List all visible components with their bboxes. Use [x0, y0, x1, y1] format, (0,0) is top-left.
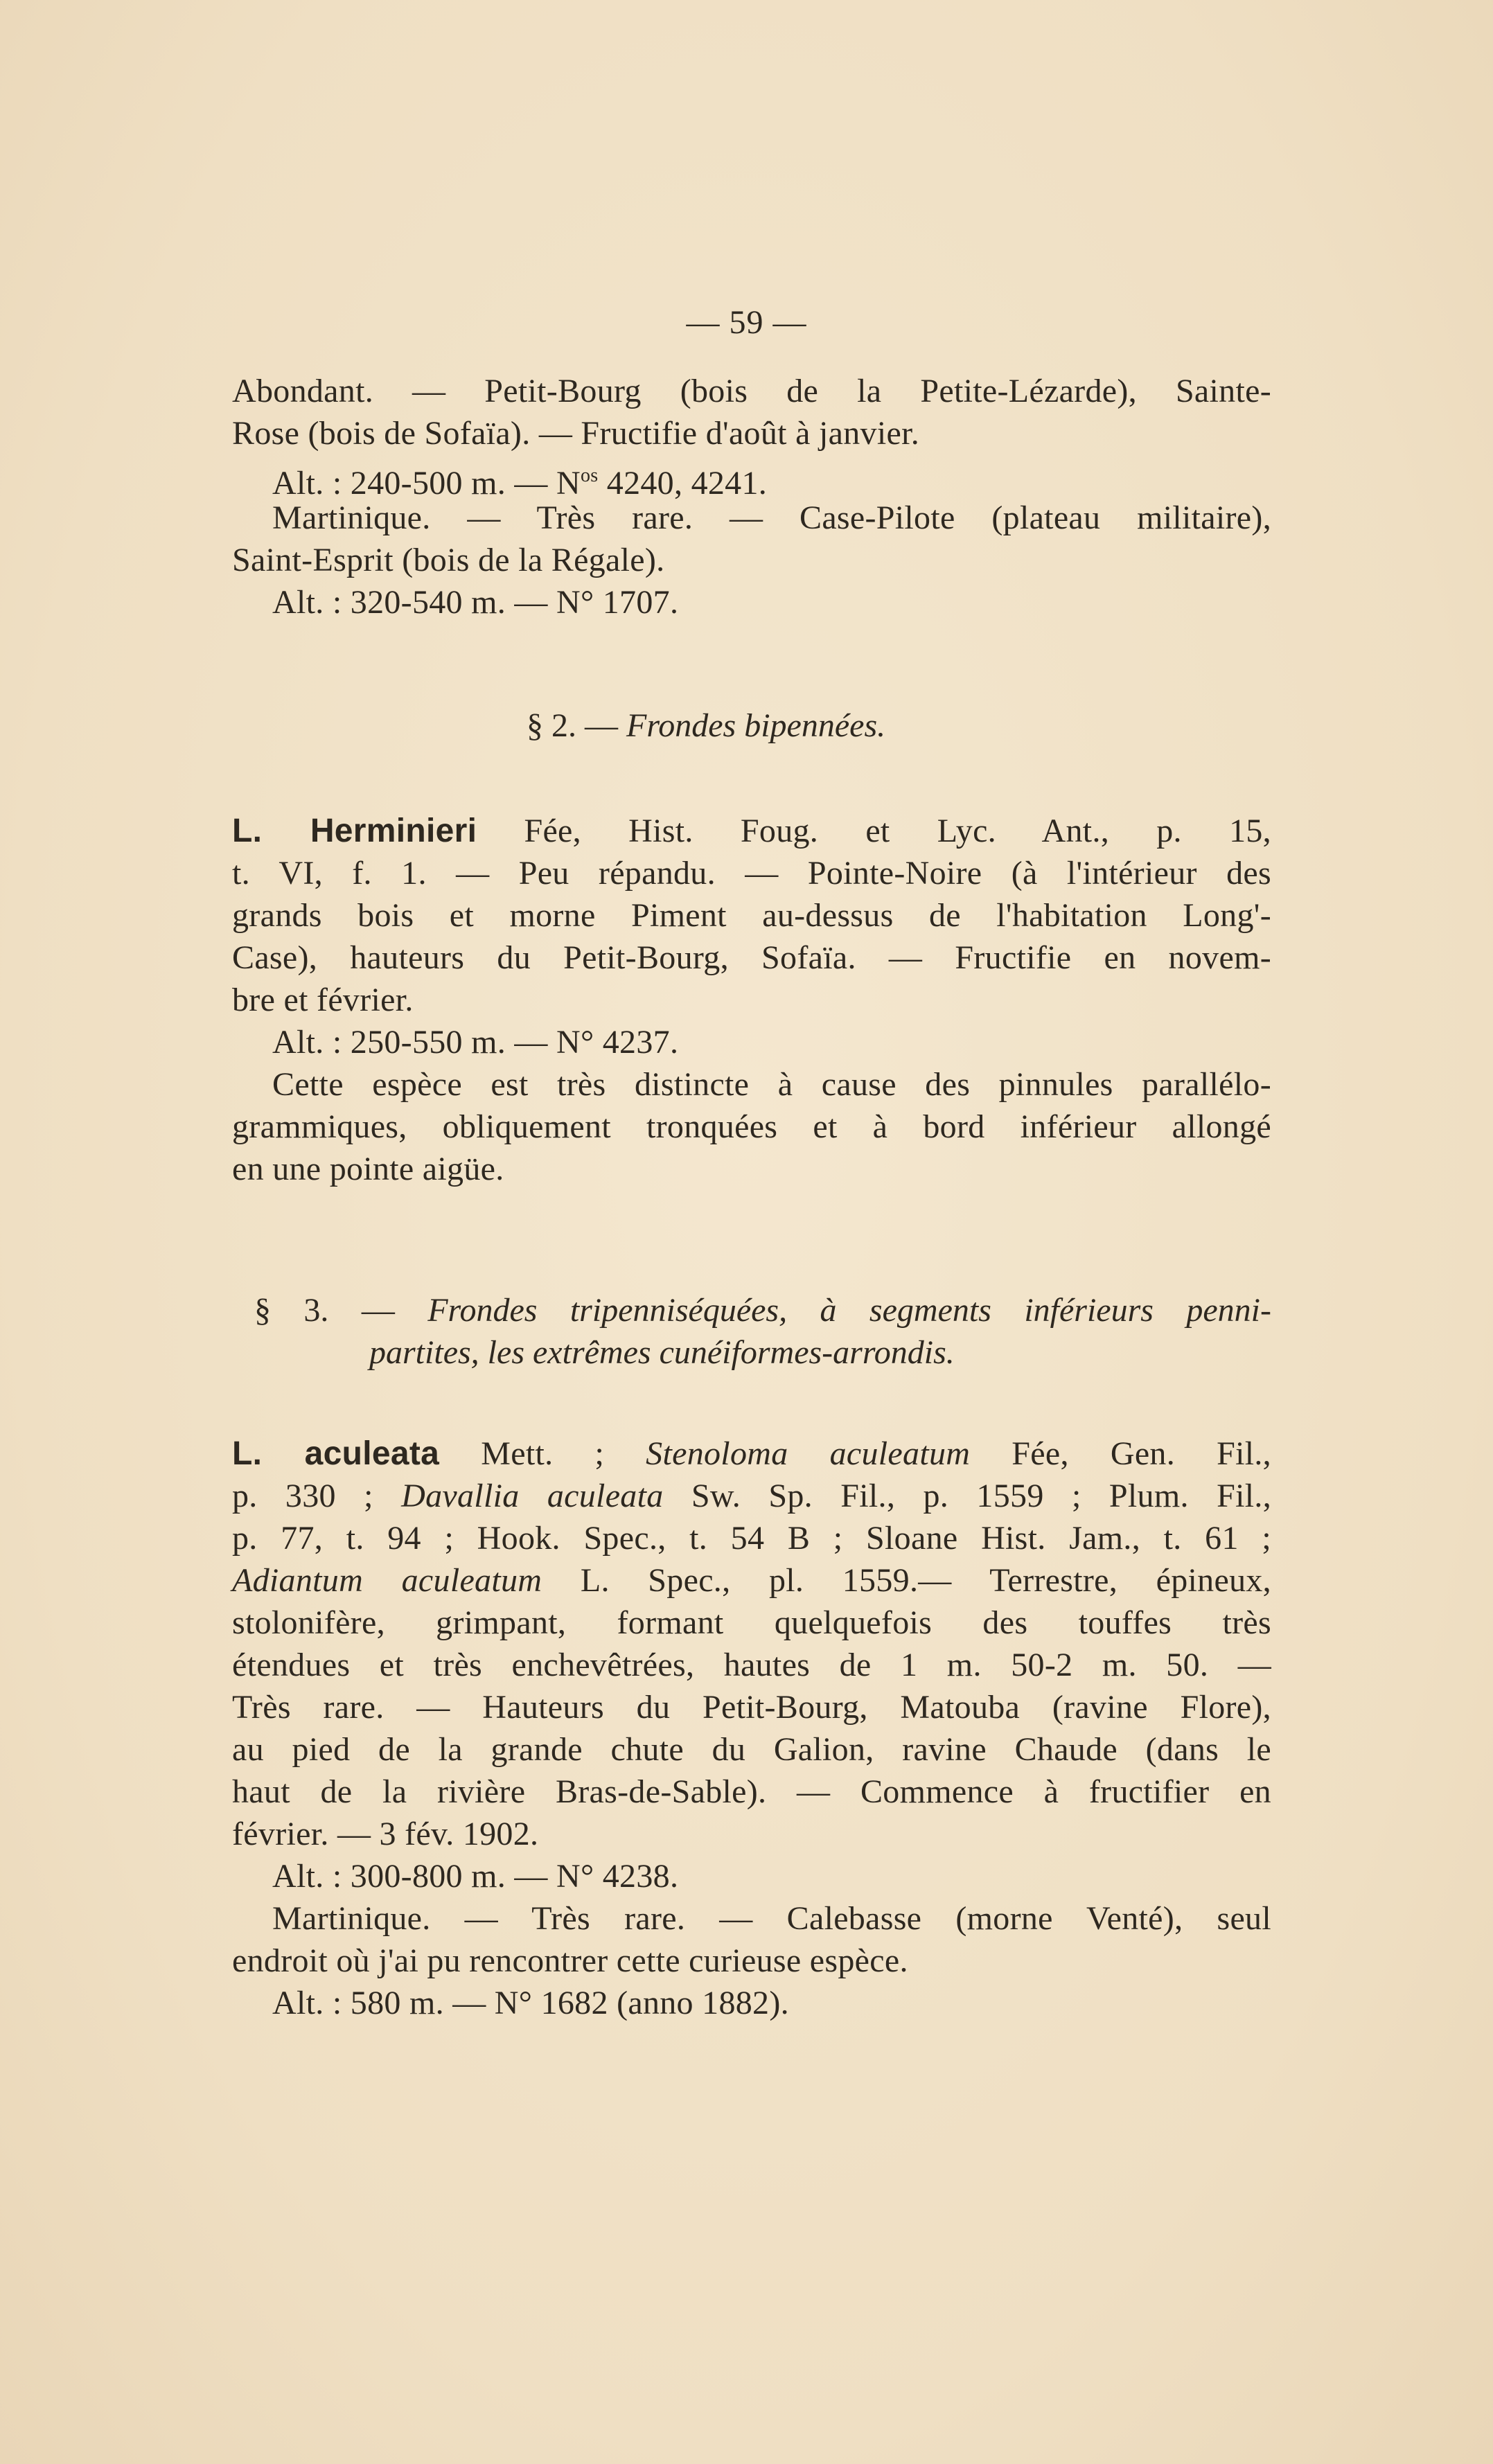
text-line: au pied de la grande chute du Galion, ravine Chaude (dans le	[232, 1731, 1271, 1768]
section-title: Frondes tripenniséquées, à segments inférieurs penni-	[427, 1292, 1272, 1329]
text-line: p. 77, t. 94 ; Hook. Spec., t. 54 B ; Sloane Hist. Jam., t. 61 ;	[232, 1520, 1271, 1557]
section-number: § 3. —	[254, 1292, 428, 1329]
species-entry	[232, 1433, 1271, 1475]
text-line: Abondant. — Petit-Bourg (bois de la Petite-Lézarde), Sainte-	[232, 373, 1271, 409]
superscript: os	[580, 465, 599, 486]
text-line: février. — 3 fév. 1902.	[232, 1816, 539, 1852]
text-line: Case), hauteurs du Petit-Bourg, Sofaïa. — Fructifie en novem-	[232, 939, 1271, 976]
synonym: Davallia aculeata	[401, 1478, 664, 1514]
section-title: Frondes bipennées.	[626, 707, 886, 744]
text-line: Martinique. — Très rare. — Calebasse (morne Venté), seul	[272, 1900, 1271, 1937]
text-line: grands bois et morne Piment au-dessus de l'habitation Long'-	[232, 897, 1271, 934]
text-line: Alt. : 250-550 m. — N° 4237.	[272, 1024, 679, 1061]
text-line: Rose (bois de Sofaïa). — Fructifie d'août à janvier.	[232, 415, 920, 452]
section-number: § 2. —	[527, 707, 626, 744]
text-span: Sw. Sp. Fil., p. 1559 ; Plum. Fil.,	[663, 1478, 1271, 1514]
text-line: Alt. : 320-540 m. — N° 1707.	[272, 584, 679, 621]
text-line: Saint-Esprit (bois de la Régale).	[232, 542, 665, 578]
text-line: Alt. : 300-800 m. — N° 4238.	[272, 1858, 679, 1895]
text-span: Fée, Gen. Fil.,	[970, 1435, 1271, 1472]
text-line: t. VI, f. 1. — Peu répandu. — Pointe-Noire (à l'intérieur des	[232, 855, 1271, 892]
text-line: Très rare. — Hauteurs du Petit-Bourg, Matouba (ravine Flore),	[232, 1689, 1271, 1726]
text-line: Martinique. — Très rare. — Case-Pilote (plateau militaire),	[272, 499, 1271, 536]
text-span: p. 330 ;	[232, 1478, 402, 1514]
section-heading	[527, 705, 885, 747]
section-heading	[254, 1290, 1271, 1331]
genus-abbrev: L.	[232, 813, 310, 849]
text-line: stolonifère, grimpant, formant quelquefois des touffes très	[232, 1604, 1271, 1641]
text-span: Mett. ;	[439, 1435, 646, 1472]
text-line: en une pointe aigüe.	[232, 1151, 504, 1187]
synonym: Stenoloma aculeatum	[646, 1435, 971, 1472]
text-line: étendues et très enchevêtrées, hautes de 1 m. 50-2 m. 50. —	[232, 1647, 1271, 1683]
text-span: 4240, 4241.	[598, 465, 768, 502]
text-line: haut de la rivière Bras-de-Sable). — Commence à fructifier en	[232, 1773, 1271, 1810]
section-title-continued: partites, les extrêmes cunéiformes-arrondis.	[369, 1334, 955, 1371]
genus-abbrev: L.	[232, 1435, 305, 1472]
text-span: Alt. : 240-500 m. — N	[272, 465, 581, 502]
species-entry	[232, 810, 1271, 852]
text-span: Fée, Hist. Foug. et Lyc. Ant., p. 15,	[477, 813, 1271, 849]
text-line: grammiques, obliquement tronquées et à bord inférieur allongé	[232, 1108, 1271, 1145]
text-line	[232, 1560, 1271, 1602]
text-span: L. Spec., pl. 1559.— Terrestre, épineux,	[542, 1562, 1271, 1599]
text-line	[232, 1475, 1271, 1517]
text-line: Alt. : 580 m. — N° 1682 (anno 1882).	[272, 1985, 789, 2021]
species-name: Herminieri	[310, 813, 477, 849]
text-line: bre et février.	[232, 982, 414, 1018]
text-line: endroit où j'ai pu rencontrer cette curieuse espèce.	[232, 1942, 908, 1979]
synonym: Adiantum aculeatum	[232, 1562, 542, 1599]
text-line: Cette espèce est très distincte à cause des pinnules parallélo-	[272, 1066, 1271, 1103]
page-number: — 59 —	[686, 304, 807, 341]
species-name: aculeata	[304, 1435, 440, 1472]
